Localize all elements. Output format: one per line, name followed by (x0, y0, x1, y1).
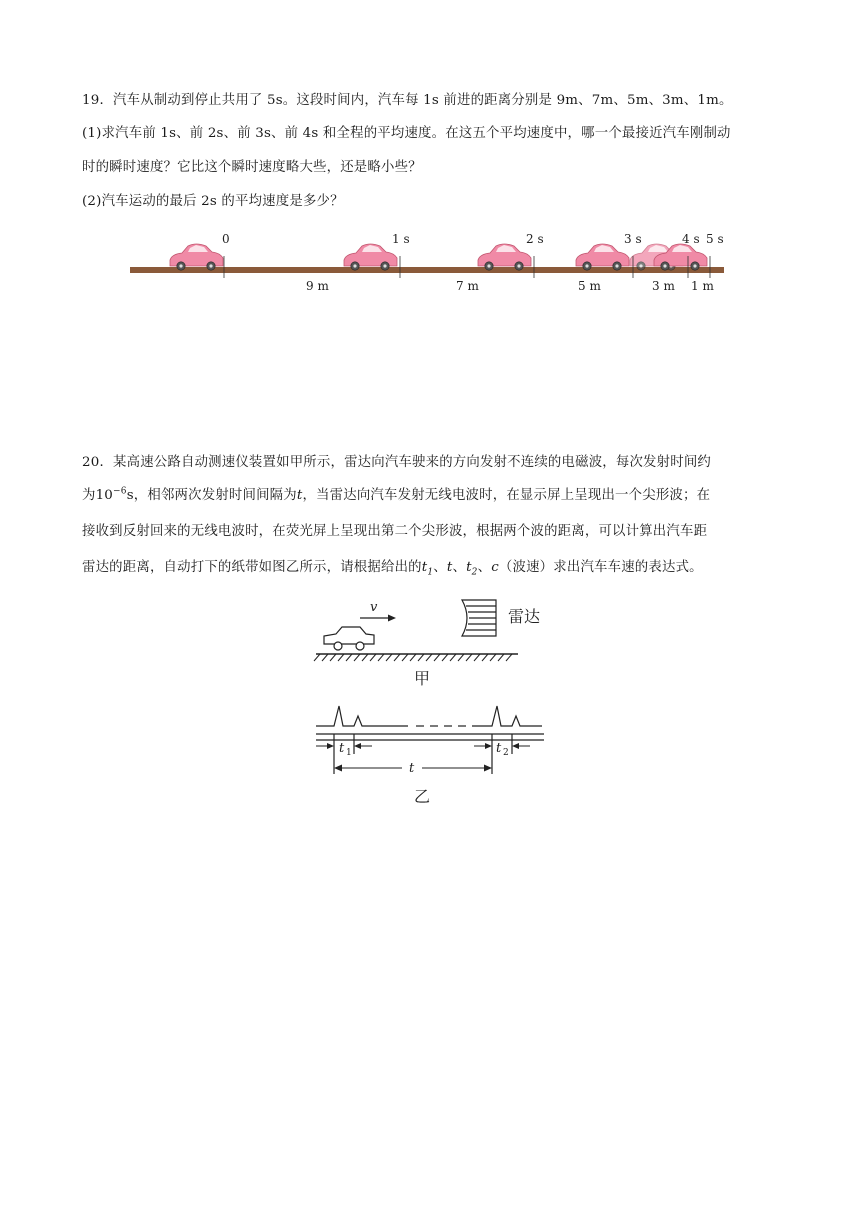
pulse-trace (316, 706, 542, 726)
t1-subscript: 1 (346, 748, 352, 758)
q20-line-2-b: s，相邻两次发射时间间隔为 (126, 488, 297, 503)
time-label-2: 2 s (526, 232, 544, 246)
car-t0 (170, 244, 223, 270)
q20-figure-yi (312, 696, 552, 808)
q19-line-4: (2)汽车运动的最后 2s 的平均速度是多少？ (82, 194, 344, 209)
ground-hatching (314, 654, 512, 661)
q19-braking-figure (128, 226, 728, 298)
q20-var-t1 (421, 560, 434, 578)
q20-var-t: t (296, 488, 303, 503)
t2-markers (474, 743, 530, 749)
q20-line-2-c: ，当雷达向汽车发射无线电波时，在显示屏上呈现出一个尖形波；在 (302, 488, 711, 503)
time-label-3: 3 s (624, 232, 642, 246)
distance-label-5m: 5 m (578, 279, 601, 293)
radar-label: 雷达 (508, 607, 541, 626)
time-label-4: 4 s (682, 232, 700, 246)
q20-line-2 (82, 484, 710, 503)
car-outline (324, 627, 374, 650)
q20-line-4-b: （波速）求出汽车车速的表达式。 (498, 560, 703, 575)
time-label-0: 0 (222, 232, 230, 246)
q20-var-t2-sub: 2 (471, 567, 478, 578)
velocity-label: v (370, 600, 378, 615)
time-label-5: 5 s (706, 232, 724, 246)
distance-label-7m: 7 m (456, 279, 479, 293)
figure-yi-caption: 乙 (414, 787, 431, 806)
q19-line-2: (1)求汽车前 1s、前 2s、前 3s、前 4s 和全程的平均速度。在这五个平均速度中，哪一个最接近汽车刚制动 (82, 126, 731, 141)
t2-subscript: 2 (503, 748, 509, 758)
q20-var-t1-sub: 1 (427, 567, 434, 578)
q20-var-t2 (466, 560, 478, 578)
t1-label: t (339, 741, 345, 756)
q20-emission-value: 为10 (82, 488, 114, 503)
t-label: t (409, 761, 415, 776)
q20-exponent: −6 (113, 486, 127, 497)
car-t1 (344, 244, 397, 270)
distance-label-1m: 1 m (691, 279, 714, 293)
q20-line-4 (82, 556, 703, 578)
q20-sep-3: 、 (477, 560, 492, 575)
q20-var-t2-base: t (466, 560, 472, 575)
distance-label-9m: 9 m (306, 279, 329, 293)
q20-line-3: 接收到反射回来的无线电波时，在荧光屏上呈现出第二个尖形波，根据两个波的距离，可以计算出汽车距 (82, 524, 708, 539)
q20-line-1: 20．某高速公路自动测速仪装置如甲所示，雷达向汽车驶来的方向发射不连续的电磁波，每次发射时间约 (82, 455, 712, 470)
t2-label: t (496, 741, 502, 756)
time-label-1: 1 s (392, 232, 410, 246)
q20-line-4-a: 雷达的距离，自动打下的纸带如图乙所示，请根据给出的 (82, 560, 422, 575)
q20-figure-jia (312, 594, 562, 690)
distance-label-3m: 3 m (652, 279, 675, 293)
figure-jia-caption: 甲 (414, 669, 431, 688)
q19-line-1: 19．汽车从制动到停止共用了 5s。这段时间内，汽车每 1s 前进的距离分别是 9m、7m、5m、3m、1m。 (82, 93, 733, 108)
car-t2 (478, 244, 531, 270)
q19-line-3: 时的瞬时速度？它比这个瞬时速度略大些，还是略小些？ (82, 160, 422, 175)
q20-var-t1-base: t (421, 560, 428, 575)
radar-icon (462, 600, 496, 636)
q20-sep-2: 、 (452, 560, 467, 575)
road (130, 267, 724, 273)
q20-sep-1: 、 (433, 560, 447, 575)
car-t3 (576, 244, 629, 270)
q20-var-c: c (491, 560, 499, 575)
q20-var-t-2: t (446, 560, 453, 575)
velocity-arrow (360, 615, 396, 622)
